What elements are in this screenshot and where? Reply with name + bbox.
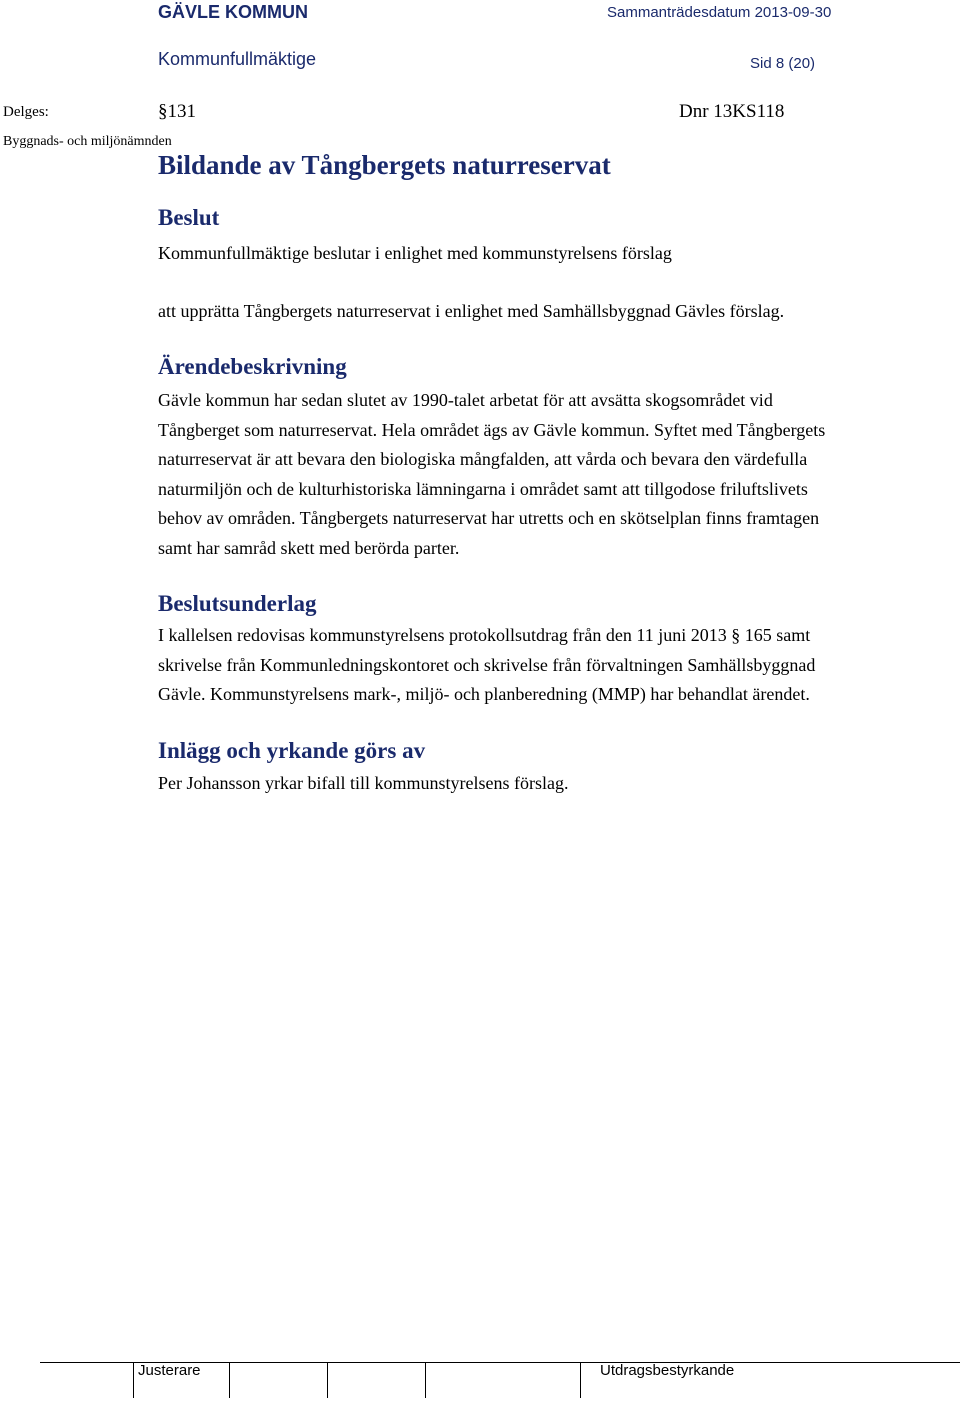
footer-divider	[580, 1362, 581, 1398]
arendebeskrivning-line-1: Gävle kommun har sedan slutet av 1990-talet arbetat för att avsätta skogsområdet vid	[158, 390, 773, 410]
document-title: Bildande av Tångbergets naturreservat	[158, 150, 611, 180]
section-heading-arendebeskrivning: Ärendebeskrivning	[158, 354, 347, 379]
footer-divider	[425, 1362, 426, 1398]
body-name: Kommunfullmäktige	[158, 49, 317, 69]
paragraph-number: §131	[158, 101, 196, 122]
arendebeskrivning-line-4: naturmiljön och de kulturhistoriska lämningarna i området samt att tillgodose friluftslivets	[158, 479, 808, 499]
beslut-line-2: att upprätta Tångbergets naturreservat i enlighet med Samhällsbyggnad Gävles förslag.	[158, 301, 785, 321]
beslutsunderlag-line-2: skrivelse från Kommunledningskontoret och skrivelse från förvaltningen Samhällsbyggnad	[158, 655, 816, 675]
arendebeskrivning-line-6: samt har samråd skett med berörda parter.	[158, 538, 460, 558]
footer-divider	[327, 1362, 328, 1398]
diary-number: Dnr 13KS118	[679, 101, 785, 122]
beslut-line-1: Kommunfullmäktige beslutar i enlighet med kommunstyrelsens förslag	[158, 243, 672, 263]
page-indicator: Sid 8 (20)	[750, 55, 816, 72]
justerare-label: Justerare	[138, 1362, 201, 1379]
arendebeskrivning-line-5: behov av områden. Tångbergets naturreservat har utretts och en skötselplan finns framtagen	[158, 508, 820, 528]
recipient: Byggnads- och miljönämnden	[3, 134, 172, 149]
beslutsunderlag-line-3: Gävle. Kommunstyrelsens mark-, miljö- och planberedning (MMP) har behandlat ärendet.	[158, 684, 810, 704]
arendebeskrivning-line-3: naturreservat är att bevara den biologiska mångfalden, att vårda och bevara den värdefulla	[158, 449, 808, 469]
footer-divider	[229, 1362, 230, 1398]
section-heading-beslutsunderlag: Beslutsunderlag	[158, 591, 317, 616]
delges-label: Delges:	[3, 104, 49, 120]
inlagg-line-1: Per Johansson yrkar bifall till kommunstyrelsens förslag.	[158, 773, 569, 793]
section-heading-inlagg: Inlägg och yrkande görs av	[158, 738, 426, 763]
beslutsunderlag-line-1: I kallelsen redovisas kommunstyrelsens protokollsutdrag från den 11 juni 2013 § 165 samt	[158, 625, 811, 645]
utdragsbestyrkande-label: Utdragsbestyrkande	[600, 1362, 735, 1379]
organization-name: GÄVLE KOMMUN	[158, 2, 308, 22]
meeting-date: Sammanträdesdatum 2013-09-30	[607, 4, 832, 21]
section-heading-beslut: Beslut	[158, 205, 220, 230]
arendebeskrivning-line-2: Tångberget som naturreservat. Hela området ägs av Gävle kommun. Syftet med Tångbergets	[158, 420, 826, 440]
footer-divider	[133, 1362, 134, 1398]
